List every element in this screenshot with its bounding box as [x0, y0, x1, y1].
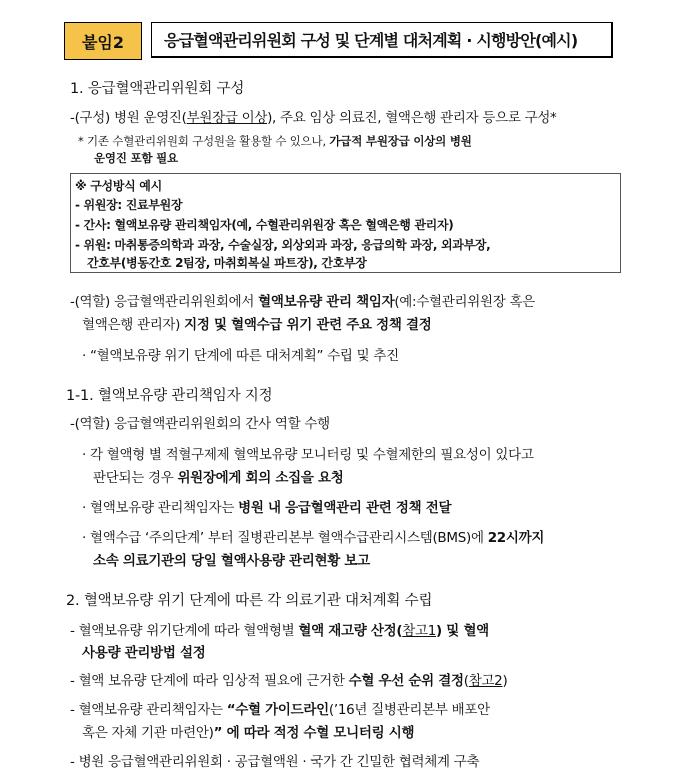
s2-item-1-line1 [70, 619, 489, 639]
note-text: * 기존 수혈관리위원회 구성원을 활용할 수 있으나, [78, 134, 330, 148]
i2-bold: 수혈 우선 순위 결정 [348, 673, 464, 689]
composition-underlined: 부원장급 이상 [186, 110, 268, 126]
section-1-1-heading: 1-1. 혈액보유량 관리책임자 지정 [66, 388, 273, 404]
i2-paren-close: ) [502, 673, 508, 689]
composition-line [70, 106, 557, 126]
box-chair: - 위원장: 진료부원장 [75, 198, 183, 212]
role-prefix: -(역할) 응급혈액관리위원회에서 [70, 294, 259, 310]
attachment-tag: 붙임2 [64, 22, 142, 60]
b2-prefix: · 혈액보유량 관리책임자는 [82, 500, 239, 516]
b1-prefix: 판단되는 경우 [93, 470, 178, 486]
b2-bold: 병원 내 응급혈액관리 관련 정책 전달 [238, 500, 452, 516]
note-bold-text: 가급적 부원장급 이상의 병원 [329, 134, 472, 148]
composition-prefix: -(구성) 병원 운영진( [70, 110, 187, 126]
s2-item-3-line1 [70, 698, 490, 718]
s11-bullet-3-line2: 소속 의료기관의 당일 혈액사용량 관리현황 보고 [93, 553, 370, 569]
composition-note [78, 133, 472, 167]
role2-prefix: 혈액은행 관리자) [82, 317, 185, 333]
b3-prefix: · 혈액수급 ‘주의단계’ 부터 질병관리본부 혈액수급관리시스템(BMS)에 [82, 530, 488, 546]
composition-suffix: ), 주요 임상 의료진, 혈액은행 관리자 등으로 구성* [267, 110, 557, 126]
box-members-line1: - 위원: 마취통증의학과 과장, 수술실장, 외상외과 과장, 응급의학 과장, 외과부장, [75, 238, 491, 252]
b1-bold: 위원장에게 회의 소집을 요청 [177, 470, 344, 486]
s11-role: -(역할) 응급혈액관리위원회의 간사 역할 수행 [70, 416, 330, 432]
box-title: ※ 구성방식 예시 [75, 179, 162, 193]
s2-item-1-line2: 사용량 관리방법 설정 [82, 645, 206, 661]
composition-example-box [70, 173, 621, 273]
section-1-heading: 1. 응급혈액관리위원회 구성 [70, 81, 245, 97]
role-suffix: (예:수혈관리위원장 혹은 [394, 294, 535, 310]
s11-bullet-3-line1 [82, 526, 544, 546]
i1-bold2: ) 및 혈액 [436, 623, 489, 639]
s2-item-2 [70, 669, 507, 689]
i3-bold: “수혈 가이드라인 [226, 702, 329, 718]
role2-bold: 지정 및 혈액수급 위기 관련 주요 정책 결정 [184, 317, 432, 333]
i1-prefix: - 혈액보유량 위기단계에 따라 혈액형별 [70, 623, 299, 639]
role-line-2 [82, 313, 432, 333]
document-header [64, 22, 613, 60]
s2-item-3-line2 [82, 721, 414, 741]
i2-paren-open: ( [463, 673, 469, 689]
role-bold: 혈액보유량 관리 책임자 [258, 294, 395, 310]
b3-bold: 22시까지 [487, 530, 545, 546]
s2-item-4: - 병원 응급혈액관리위원회 · 공급혈액원 · 국가 간 긴밀한 협력체계 구축 [70, 754, 480, 770]
box-members-line2: 간호부(병동간호 2팀장, 마취회복실 파트장), 간호부장 [87, 256, 367, 270]
note-bold-text-2: 운영진 포함 필요 [94, 151, 178, 165]
i2-prefix: - 혈액 보유량 단계에 따라 임상적 필요에 근거한 [70, 673, 349, 689]
i3-line2-prefix: 혹은 자체 기관 마련안) [82, 725, 214, 741]
box-secretary: - 간사: 혈액보유량 관리책임자(예, 수혈관리위원장 혹은 혈액은행 관리자) [75, 218, 454, 232]
reference-2: 참고2 [468, 673, 503, 689]
reference-1: 참고1 [402, 623, 437, 639]
s11-bullet-1-line1: · 각 혈액형 별 적혈구제제 혈액보유량 모니터링 및 수혈제한의 필요성이 있다고 [82, 447, 534, 463]
i3-line2-bold: ” 에 따라 적정 수혈 모니터링 시행 [213, 725, 415, 741]
i1-bold: 혈액 재고량 산정( [298, 623, 403, 639]
s11-bullet-1-line2 [93, 466, 344, 486]
s11-bullet-2 [82, 496, 451, 516]
section-2-heading: 2. 혈액보유량 위기 단계에 따른 각 의료기관 대처계획 수립 [66, 593, 433, 609]
role-bullet: · “혈액보유량 위기 단계에 따른 대처계획” 수립 및 추진 [82, 348, 399, 364]
document-title: 응급혈액관리위원회 구성 및 단계별 대처계획 · 시행방안(예시) [151, 22, 613, 58]
role-line-1 [70, 290, 535, 310]
i3-suffix: (’16년 질병관리본부 배포안 [328, 702, 490, 718]
i3-prefix: - 혈액보유량 관리책임자는 [70, 702, 227, 718]
